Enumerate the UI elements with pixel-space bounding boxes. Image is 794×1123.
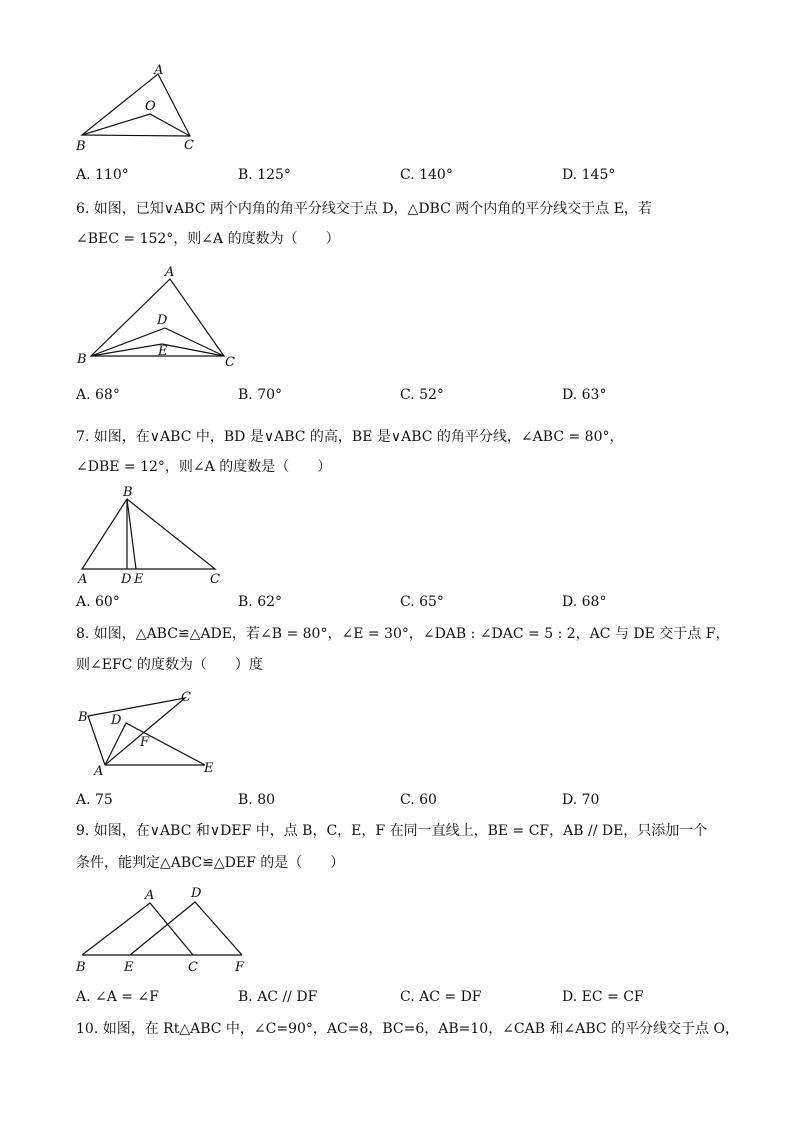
q9-option-d[interactable]: D. EC = CF (562, 989, 644, 1005)
q5-label-a: A (154, 63, 164, 78)
q6-label-c: C (225, 355, 235, 370)
q8-triangle-abc (88, 698, 185, 765)
q8-label-b: B (78, 710, 88, 725)
q7-stem-line2: ∠DBE = 12°，则∠A 的度数是（ ） (76, 459, 332, 475)
q5-label-o: O (145, 99, 156, 114)
q8-option-c[interactable]: C. 60 (400, 792, 437, 808)
q8-figure (70, 685, 230, 785)
q8-option-b[interactable]: B. 80 (238, 792, 276, 808)
q6-option-a[interactable]: A. 68° (76, 387, 120, 403)
q7-option-d[interactable]: D. 68° (562, 594, 607, 610)
q9-stem-line2: 条件，能判定△ABC≌△DEF 的是（ ） (76, 855, 345, 871)
q7-label-b: B (123, 485, 133, 500)
q6-option-c[interactable]: C. 52° (400, 387, 444, 403)
q7-option-a[interactable]: A. 60° (76, 594, 120, 610)
q8-option-d[interactable]: D. 70 (562, 792, 600, 808)
q6-figure (70, 262, 250, 372)
q8-option-a[interactable]: A. 75 (76, 792, 113, 808)
q5-label-b: B (76, 139, 86, 154)
q6-label-e: E (158, 344, 168, 359)
q6-option-b[interactable]: B. 70° (238, 387, 283, 403)
q7-stem-line1: 7. 如图，在∨ABC 中，BD 是∨ABC 的高，BE 是∨ABC 的角平分线，∠ABC = 80°， (76, 429, 624, 445)
q6-stem-line1: 6. 如图，已知∨ABC 两个内角的角平分线交于点 D，△DBC 两个内角的平分线交于点 E，若 (76, 201, 652, 217)
q9-triangle-abc (82, 903, 193, 955)
q10-stem-line1: 10. 如图，在 Rt△ABC 中，∠C=90°，AC=8，BC=6，AB=10，∠CAB 和∠ABC 的平分线交于点 O， (76, 1021, 739, 1037)
q8-label-c: C (181, 690, 191, 705)
q8-stem-line2: 则∠EFC 的度数为（ ）度 (76, 657, 263, 673)
q7-option-c[interactable]: C. 65° (400, 594, 444, 610)
q5-option-a[interactable]: A. 110° (76, 167, 129, 183)
q9-option-b[interactable]: B. AC // DF (238, 989, 318, 1005)
q8-label-a: A (94, 764, 104, 779)
q9-option-c[interactable]: C. AC = DF (400, 989, 482, 1005)
q8-triangle-ade (105, 723, 205, 765)
q9-option-a[interactable]: A. ∠A = ∠F (76, 989, 159, 1005)
q7-label-e: E (134, 572, 144, 587)
q7-label-a: A (78, 572, 88, 587)
q6-label-b: B (77, 352, 87, 367)
q9-label-e: E (124, 960, 134, 975)
q6-option-d[interactable]: D. 63° (562, 387, 607, 403)
q5-label-c: C (184, 138, 194, 153)
q7-triangle (82, 499, 215, 569)
q7-label-c: C (210, 572, 220, 587)
q9-label-b: B (76, 960, 86, 975)
q7-bisector-be (127, 499, 136, 569)
q8-label-d: D (111, 713, 122, 728)
q8-stem-line1: 8. 如图，△ABC≌△ADE，若∠B = 80°，∠E = 30°，∠DAB : ∠DAC = 5 : 2，AC 与 DE 交于点 F， (76, 626, 730, 642)
q9-label-d: D (191, 886, 202, 901)
q9-figure (70, 882, 260, 977)
q8-label-f: F (140, 735, 150, 750)
q9-stem-line1: 9. 如图，在∨ABC 和∨DEF 中，点 B，C，E，F 在同一直线上，BE = CF，AB // DE，只添加一个 (76, 823, 708, 839)
q6-label-d: D (157, 313, 168, 328)
q7-option-b[interactable]: B. 62° (238, 594, 283, 610)
q9-label-a: A (145, 888, 155, 903)
q8-label-e: E (204, 761, 214, 776)
q5-bisectors (82, 114, 190, 136)
q6-label-a: A (165, 265, 175, 280)
q9-label-c: C (188, 960, 198, 975)
q5-option-d[interactable]: D. 145° (562, 167, 616, 183)
q7-label-d: D (121, 572, 132, 587)
q5-option-b[interactable]: B. 125° (238, 167, 291, 183)
q7-figure (70, 482, 230, 587)
q6-stem-line2: ∠BEC = 152°，则∠A 的度数为（ ） (76, 231, 340, 247)
q9-label-f: F (235, 960, 245, 975)
q5-option-c[interactable]: C. 140° (400, 167, 453, 183)
q5-figure (70, 60, 210, 155)
